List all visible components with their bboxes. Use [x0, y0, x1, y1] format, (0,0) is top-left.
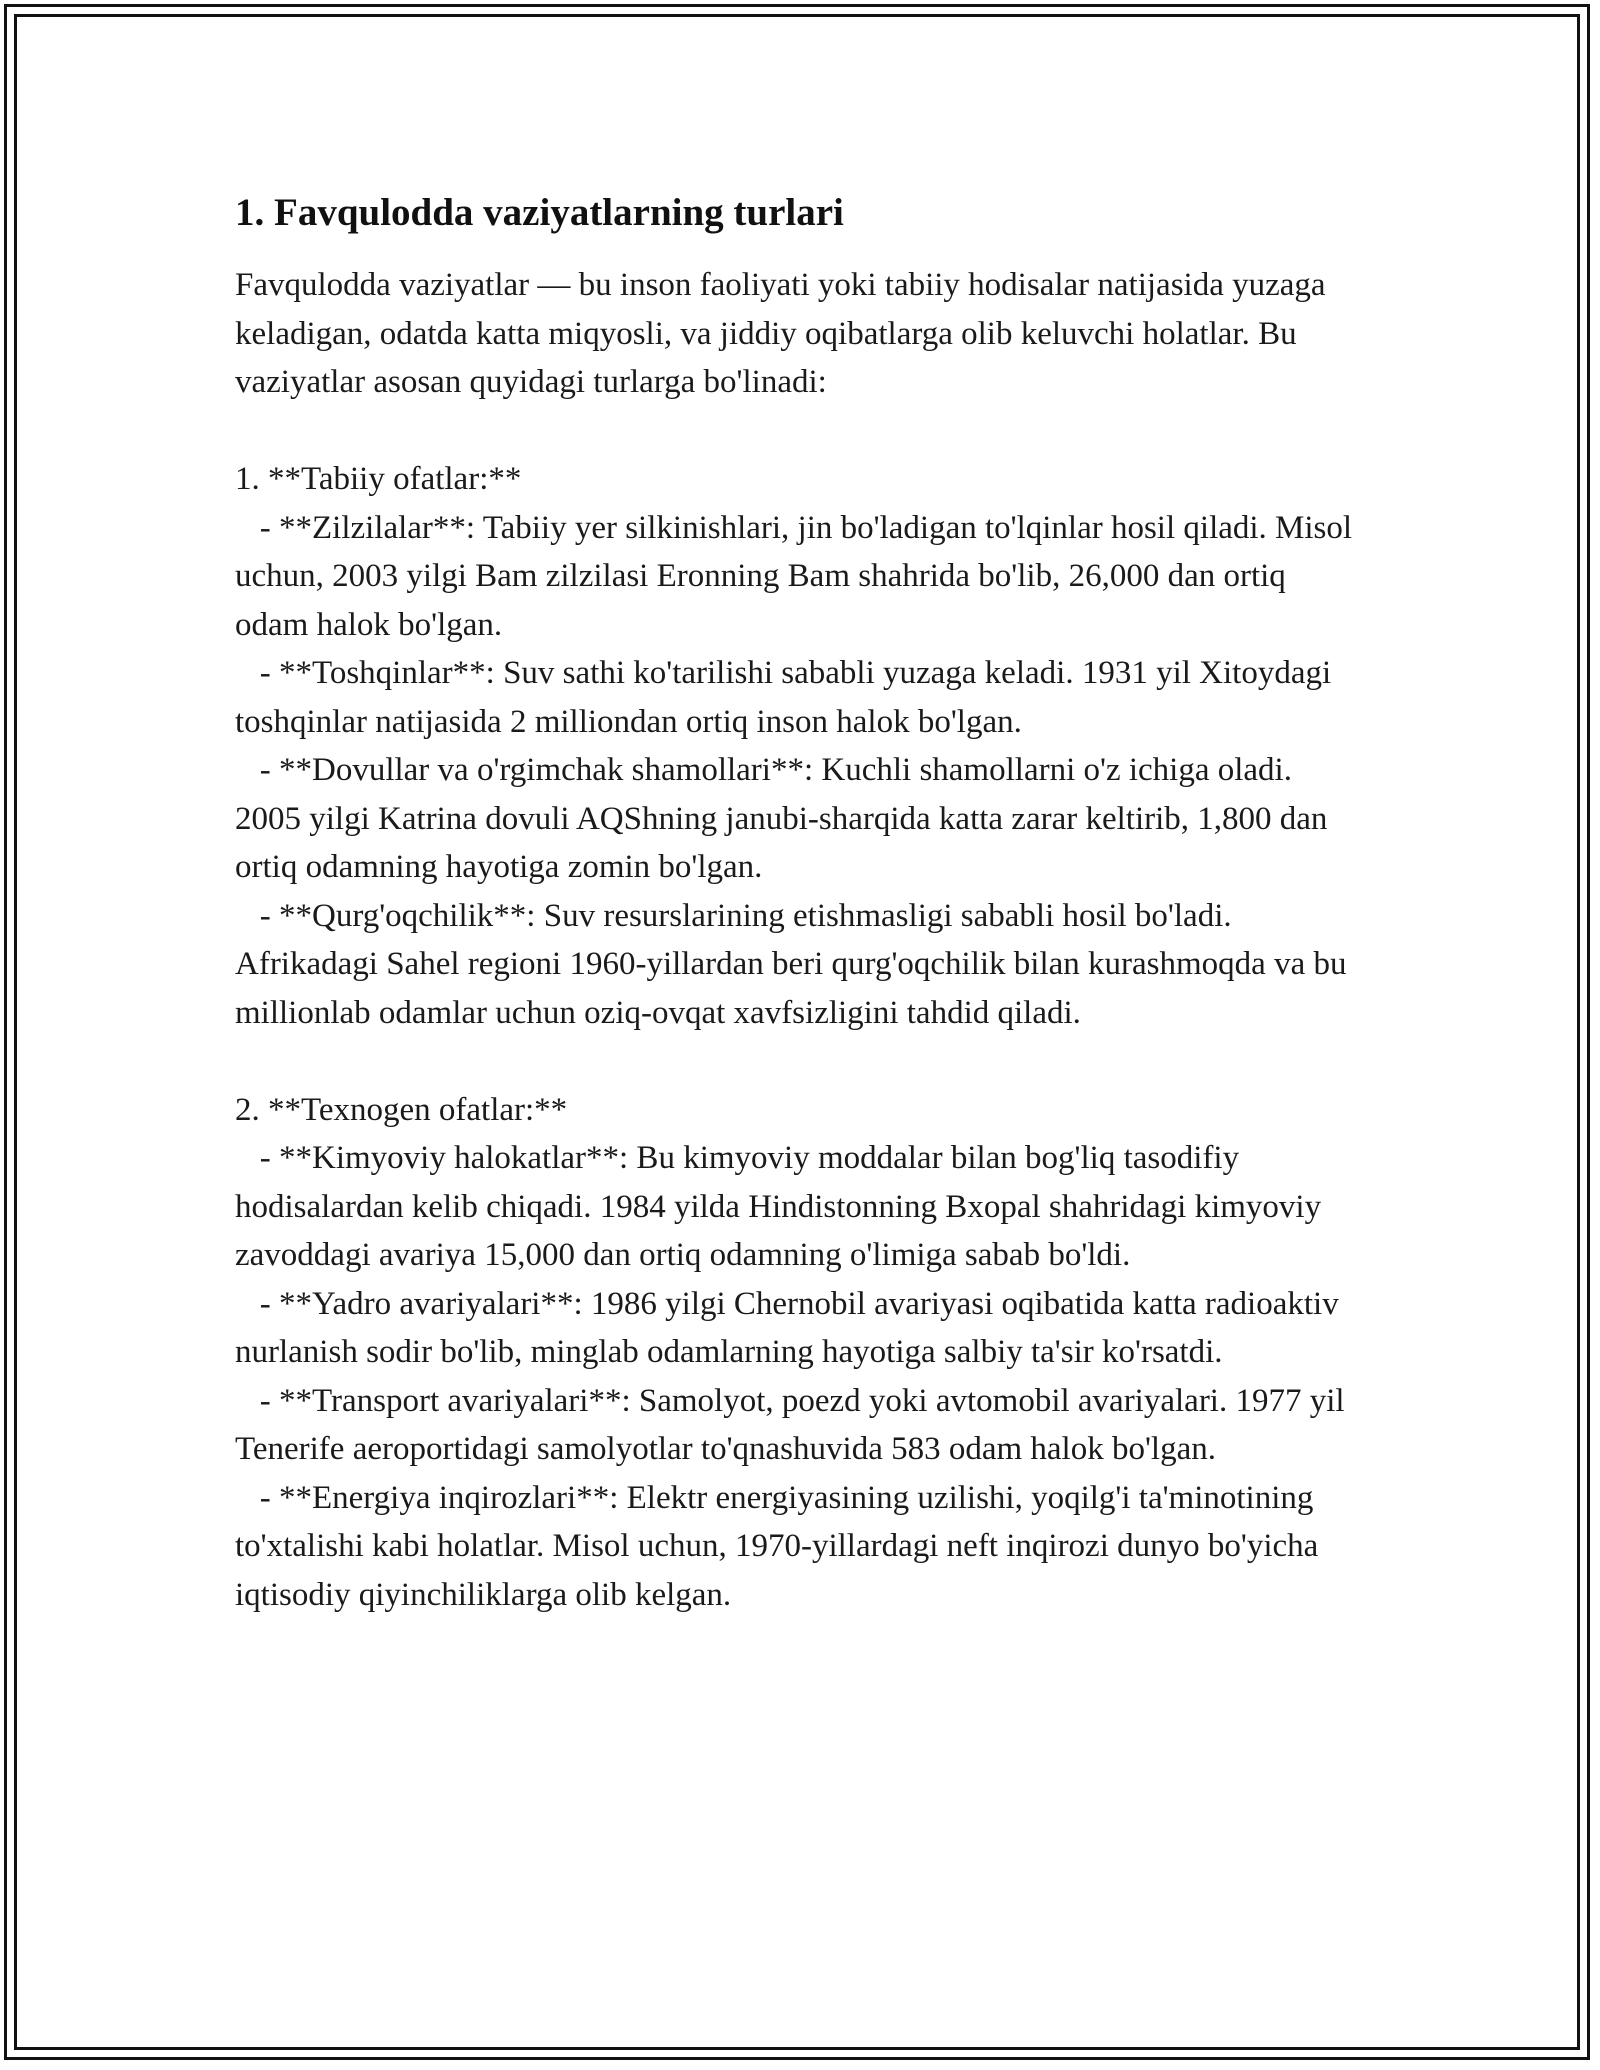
- list-item-nuclear: - **Yadro avariyalari**: 1986 yilgi Chernobil avariyasi oqibatida katta radioaktiv nurlanish sodir bo'lib, minglab odamlarning hayotiga salbiy ta'sir ko'rsatdi.: [235, 1285, 1347, 1370]
- section-heading-technogenic: 2. **Texnogen ofatlar:**: [235, 1091, 568, 1128]
- document-body: [235, 185, 1365, 1619]
- document-title: 1. Favqulodda vaziyatlarning turlari: [235, 191, 844, 234]
- list-item-earthquakes: - **Zilzilalar**: Tabiiy yer silkinishlari, jin bo'ladigan to'lqinlar hosil qiladi. Misol uchun, 2003 yilgi Bam zilzilasi Eronning Bam shahrida bo'lib, 26,000 dan ortiq odam halok bo'lgan.: [235, 509, 1361, 643]
- list-item-chemical: - **Kimyoviy halokatlar**: Bu kimyoviy moddalar bilan bog'liq tasodifiy hodisalardan kelib chiqadi. 1984 yilda Hindistonning Bxopal shahridagi kimyoviy zavoddagi avariya 15,000 dan ortiq odamning o'limiga sabab bo'ldi.: [235, 1140, 1330, 1273]
- list-item-floods: - **Toshqinlar**: Suv sathi ko'tarilishi sababli yuzaga keladi. 1931 yil Xitoydagi toshqinlar natijasida 2 milliondan ortiq inson halok bo'lgan.: [235, 655, 1340, 740]
- spacer: [235, 407, 1365, 456]
- intro-paragraph: Favqulodda vaziyatlar — bu inson faoliyati yoki tabiiy hodisalar natijasida yuzaga keladigan, odatda katta miqyosli, va jiddiy oqibatlarga olib keluvchi holatlar. Bu vaziyatlar asosan quyidagi turlarga bo'linadi:: [235, 267, 1334, 400]
- section-heading-natural: 1. **Tabiiy ofatlar:**: [235, 461, 522, 497]
- list-item-drought: - **Qurg'oqchilik**: Suv resurslarining etishmasligi sababli hosil bo'ladi. Afrikadagi Sahel regioni 1960-yillardan beri qurg'oqchilik bilan kurashmoqda va bu millionlab odamlar uchun oziq-ovqat xavfsizligini tahdid qiladi.: [235, 897, 1355, 1031]
- list-item-transport: - **Transport avariyalari**: Samolyot, poezd yoki avtomobil avariyalari. 1977 yil Tenerife aeroportidagi samolyotlar to'qnashuvida 583 odam halok bo'lgan.: [235, 1382, 1353, 1467]
- spacer: [235, 1037, 1365, 1086]
- list-item-hurricanes: - **Dovullar va o'rgimchak shamollari**: Kuchli shamollarni o'z ichiga oladi. 2005 yilgi Katrina dovuli AQShning janubi-sharqida katta zarar keltirib, 1,800 dan ortiq odamning hayotiga zomin bo'lgan.: [235, 752, 1336, 885]
- list-item-energy: - **Energiya inqirozlari**: Elektr energiyasining uzilishi, yoqilg'i ta'minotining to'xtalishi kabi holatlar. Misol uchun, 1970-yillardagi neft inqirozi dunyo bo'yicha iqtisodiy qiyinchiliklarga olib kelgan.: [235, 1479, 1327, 1613]
